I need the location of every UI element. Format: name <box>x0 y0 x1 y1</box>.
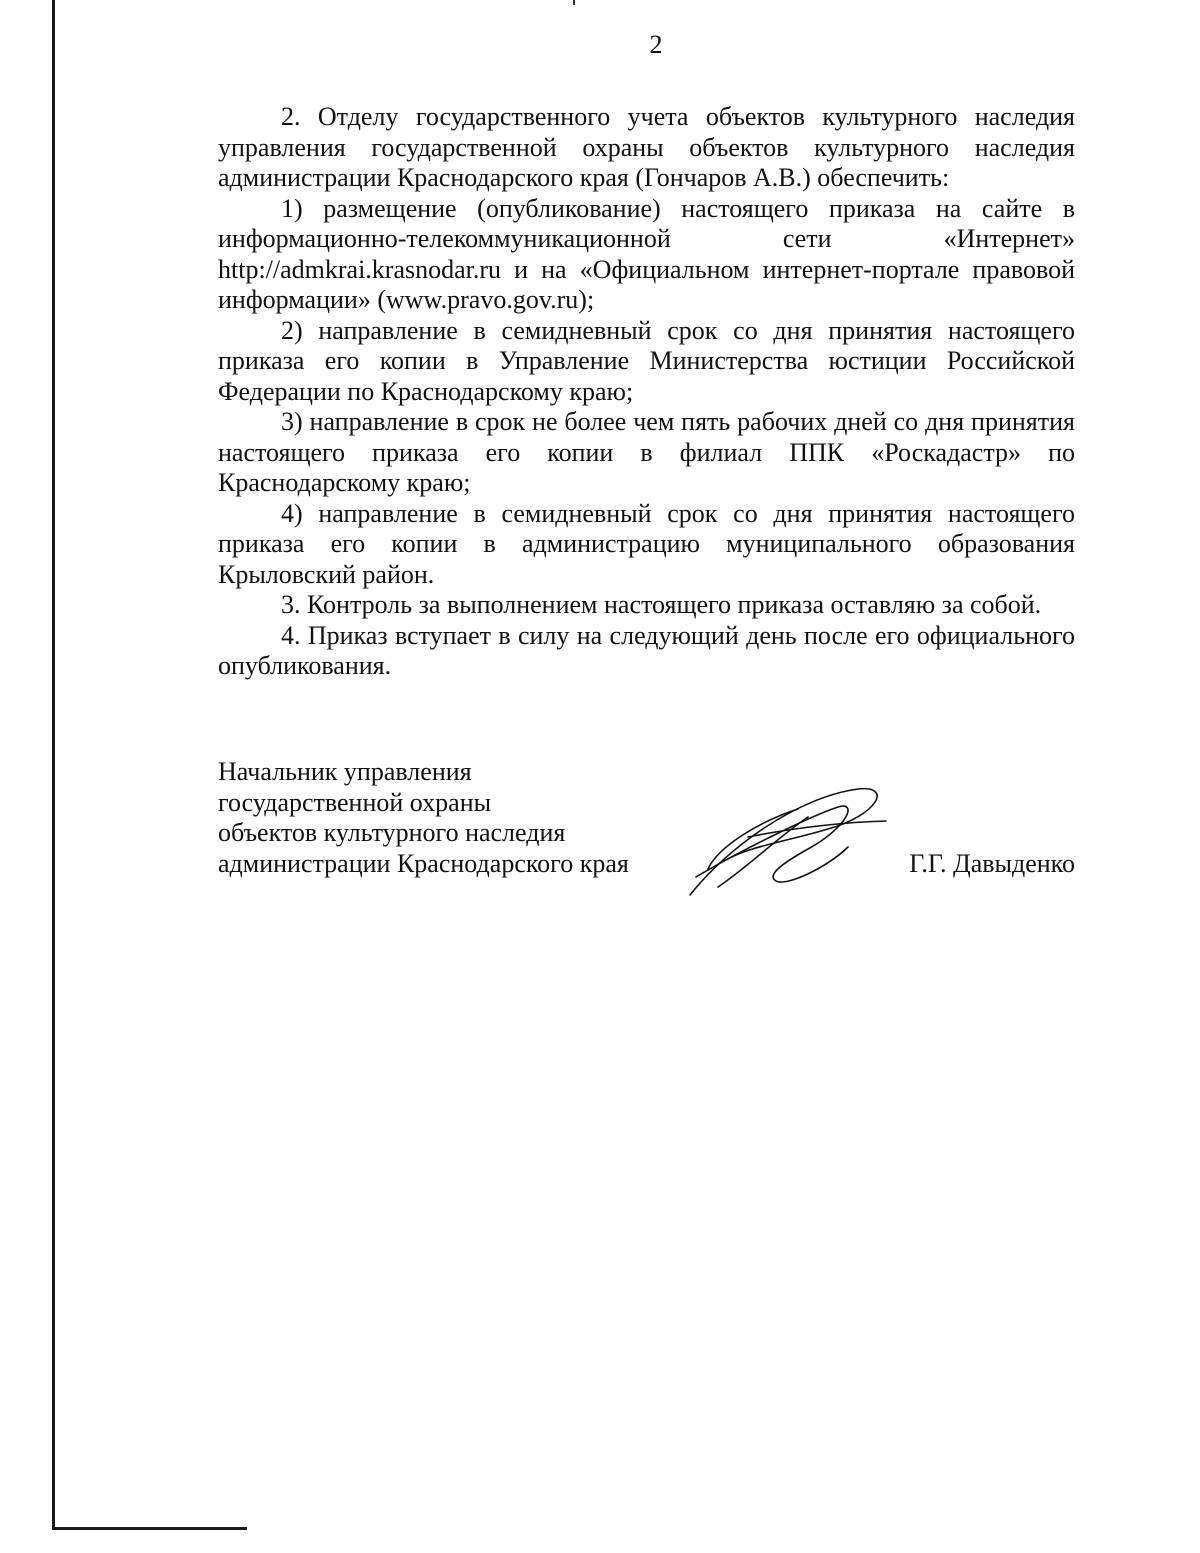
paragraph-clause-3: 3. Контроль за выполнением настоящего приказа оставляю за собой. <box>281 590 1042 619</box>
handwritten-signature-icon <box>688 777 888 897</box>
scan-border-left <box>52 0 55 1530</box>
document-body <box>218 102 1075 682</box>
page-number: 2 <box>649 30 663 59</box>
signer-title-line: администрации Краснодарского края <box>218 848 629 878</box>
scan-border-bottom <box>52 1527 247 1530</box>
paragraph-item-4: 4) направление в семидневный срок со дня принятия настоящего приказа его копии в администрацию муниципального образования Крыловский район. <box>218 498 1075 589</box>
scan-mark <box>573 0 575 5</box>
paragraph-item-1: 1) размещение (опубликование) настоящего приказа на сайте в информационно-телекоммуникационной сети «Интернет» http://admkrai.krasnodar.ru и на «Официальном интернет-портале правовой информации» (www.pravo.gov.ru); <box>218 193 1075 314</box>
paragraph-item-3: 3) направление в срок не более чем пять рабочих дней со дня принятия настоящего приказа его копии в филиал ППК «Роскадастр» по Краснодарскому краю; <box>218 407 1075 497</box>
signer-title-line: государственной охраны <box>218 787 492 817</box>
paragraph-clause-2: 2. Отделу государственного учета объектов культурного наследия управления государственной охраны объектов культурного наследия администрации Краснодарского края (Гончаров А.В.) обеспечить: <box>218 102 1075 192</box>
paragraph-item-2: 2) направление в семидневный срок со дня принятия настоящего приказа его копии в Управление Министерства юстиции Российской Федерации по Краснодарскому краю; <box>218 315 1075 406</box>
signature-block <box>218 757 1075 879</box>
signer-name: Г.Г. Давыденко <box>909 848 1075 878</box>
paragraph-clause-4: 4. Приказ вступает в силу на следующий день после его официального опубликования. <box>218 620 1075 680</box>
signer-title-line: объектов культурного наследия <box>218 818 566 847</box>
signer-title-line: Начальник управления <box>218 757 472 786</box>
